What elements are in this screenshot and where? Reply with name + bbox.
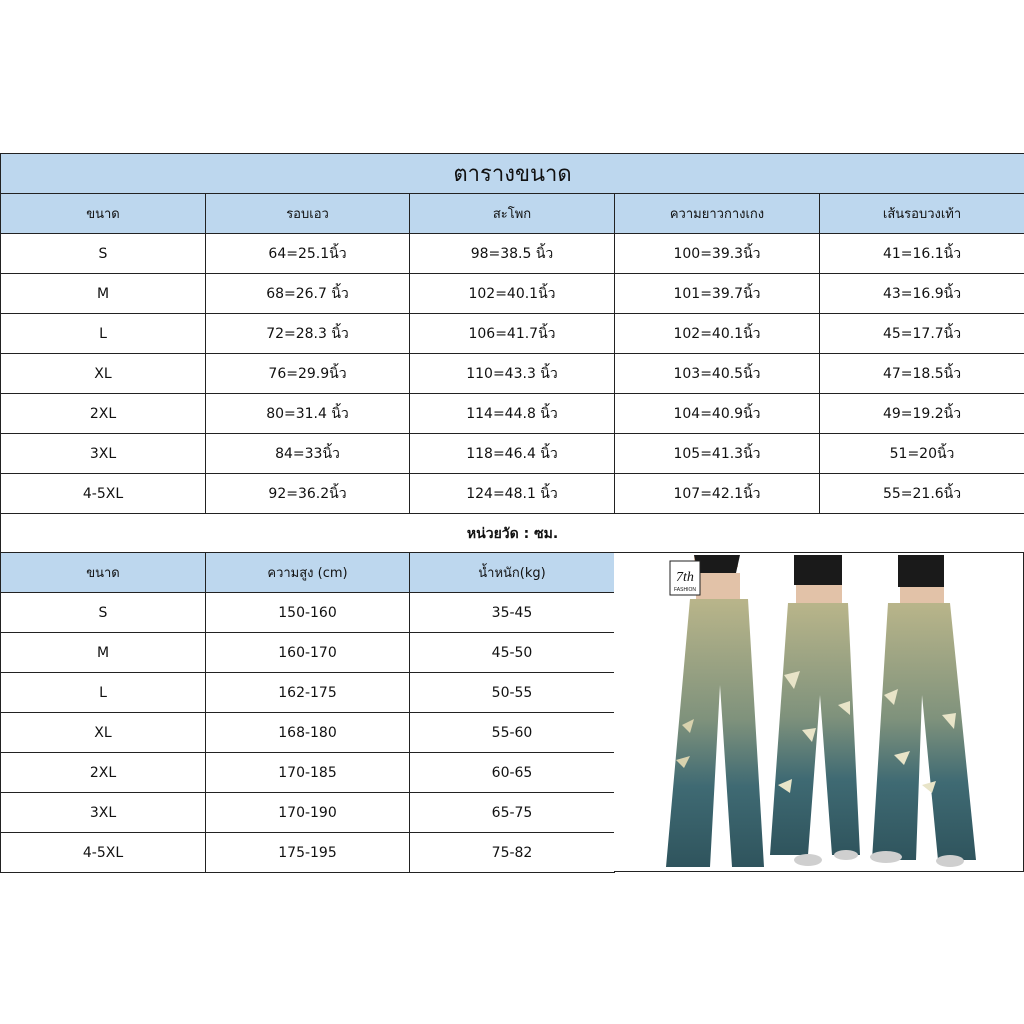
cell-waist: 68=26.7 นิ้ว	[206, 274, 410, 314]
cell-leg-opening: 45=17.7นิ้ว	[820, 314, 1024, 354]
cell-length: 103=40.5นิ้ว	[615, 354, 820, 394]
table-row	[1, 434, 1024, 474]
cell-leg-opening: 47=18.5นิ้ว	[820, 354, 1024, 394]
logo-subtext: FASHION	[674, 587, 696, 593]
table-row	[1, 673, 615, 713]
cell-weight: 55-60	[410, 713, 615, 753]
cell-size: 4-5XL	[1, 474, 206, 514]
cell-waist: 80=31.4 นิ้ว	[206, 394, 410, 434]
cell-length: 105=41.3นิ้ว	[615, 434, 820, 474]
cell-waist: 76=29.9นิ้ว	[206, 354, 410, 394]
cell-height: 170-190	[206, 793, 410, 833]
cell-leg-opening: 43=16.9นิ้ว	[820, 274, 1024, 314]
table-row	[1, 274, 1024, 314]
cell-hip: 98=38.5 นิ้ว	[410, 234, 615, 274]
table-row	[1, 793, 615, 833]
cell-size: XL	[1, 713, 206, 753]
cell-size: L	[1, 314, 206, 354]
logo-text: 7th	[676, 570, 694, 585]
col-header-size: ขนาด	[1, 553, 206, 593]
col-header-size: ขนาด	[1, 194, 206, 234]
cell-waist: 92=36.2นิ้ว	[206, 474, 410, 514]
fit-table	[0, 552, 615, 873]
cell-size: 3XL	[1, 793, 206, 833]
cell-weight: 50-55	[410, 673, 615, 713]
cell-size: S	[1, 593, 206, 633]
cell-height: 175-195	[206, 833, 410, 873]
table-row	[1, 394, 1024, 434]
cell-height: 170-185	[206, 753, 410, 793]
cell-hip: 114=44.8 นิ้ว	[410, 394, 615, 434]
cell-hip: 124=48.1 นิ้ว	[410, 474, 615, 514]
cell-hip: 106=41.7นิ้ว	[410, 314, 615, 354]
cell-size: 2XL	[1, 394, 206, 434]
cell-size: M	[1, 633, 206, 673]
size-table	[0, 153, 1024, 554]
cell-size: XL	[1, 354, 206, 394]
cell-hip: 118=46.4 นิ้ว	[410, 434, 615, 474]
cell-size: S	[1, 234, 206, 274]
cell-hip: 110=43.3 นิ้ว	[410, 354, 615, 394]
brand-logo	[670, 561, 700, 595]
cell-weight: 60-65	[410, 753, 615, 793]
size-chart	[0, 153, 1024, 861]
cell-length: 104=40.9นิ้ว	[615, 394, 820, 434]
table-row	[1, 314, 1024, 354]
unit-note: หน่วยวัด : ซม.	[1, 514, 1024, 554]
table-row	[1, 474, 1024, 514]
cell-weight: 45-50	[410, 633, 615, 673]
cell-size: 4-5XL	[1, 833, 206, 873]
cell-leg-opening: 49=19.2นิ้ว	[820, 394, 1024, 434]
product-photo	[660, 555, 978, 870]
table-row	[1, 753, 615, 793]
cell-size: M	[1, 274, 206, 314]
cell-height: 162-175	[206, 673, 410, 713]
cell-weight: 65-75	[410, 793, 615, 833]
cell-height: 150-160	[206, 593, 410, 633]
cell-length: 100=39.3นิ้ว	[615, 234, 820, 274]
col-header-height: ความสูง (cm)	[206, 553, 410, 593]
table-row	[1, 593, 615, 633]
cell-leg-opening: 41=16.1นิ้ว	[820, 234, 1024, 274]
table-row	[1, 354, 1024, 394]
table-row	[1, 633, 615, 673]
cell-hip: 102=40.1นิ้ว	[410, 274, 615, 314]
table-row	[1, 234, 1024, 274]
fit-section	[0, 552, 1024, 872]
col-header-hip: สะโพก	[410, 194, 615, 234]
cell-size: L	[1, 673, 206, 713]
cell-waist: 84=33นิ้ว	[206, 434, 410, 474]
product-photo-frame	[614, 552, 1024, 872]
cell-weight: 35-45	[410, 593, 615, 633]
cell-length: 101=39.7นิ้ว	[615, 274, 820, 314]
cell-length: 102=40.1นิ้ว	[615, 314, 820, 354]
col-header-length: ความยาวกางเกง	[615, 194, 820, 234]
cell-leg-opening: 55=21.6นิ้ว	[820, 474, 1024, 514]
col-header-leg-opening: เส้นรอบวงเท้า	[820, 194, 1024, 234]
col-header-weight: น้ำหนัก(kg)	[410, 553, 615, 593]
cell-waist: 64=25.1นิ้ว	[206, 234, 410, 274]
cell-leg-opening: 51=20นิ้ว	[820, 434, 1024, 474]
cell-height: 168-180	[206, 713, 410, 753]
table-row	[1, 713, 615, 753]
cell-waist: 72=28.3 นิ้ว	[206, 314, 410, 354]
cell-weight: 75-82	[410, 833, 615, 873]
col-header-waist: รอบเอว	[206, 194, 410, 234]
cell-height: 160-170	[206, 633, 410, 673]
cell-size: 3XL	[1, 434, 206, 474]
cell-size: 2XL	[1, 753, 206, 793]
chart-title: ตารางขนาด	[1, 154, 1024, 194]
cell-length: 107=42.1นิ้ว	[615, 474, 820, 514]
table-row	[1, 833, 615, 873]
